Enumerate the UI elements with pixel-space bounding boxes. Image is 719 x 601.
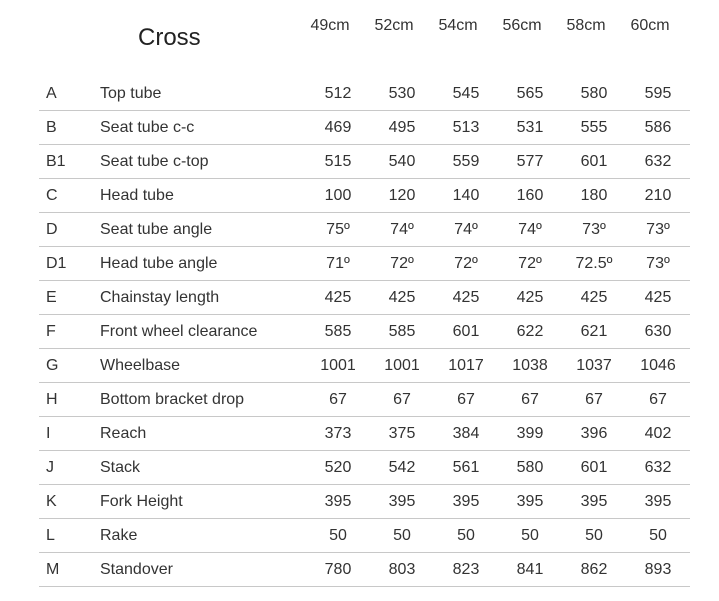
- row-value-52cm: 425: [370, 281, 434, 315]
- size-header-56: 56cm: [502, 17, 542, 34]
- row-value-52cm: 120: [370, 179, 434, 213]
- row-value-58cm: 580: [562, 77, 626, 111]
- row-code: A: [39, 77, 100, 111]
- row-value-52cm: 530: [370, 77, 434, 111]
- row-value-54cm: 513: [434, 111, 498, 145]
- row-value-54cm: 384: [434, 417, 498, 451]
- row-value-49cm: 75º: [306, 213, 370, 247]
- row-value-60cm: 632: [626, 451, 690, 485]
- row-value-58cm: 72.5º: [562, 247, 626, 281]
- row-value-58cm: 67: [562, 383, 626, 417]
- row-value-49cm: 100: [306, 179, 370, 213]
- row-value-54cm: 823: [434, 553, 498, 587]
- row-value-58cm: 180: [562, 179, 626, 213]
- row-code: K: [39, 485, 100, 519]
- table-row: [39, 553, 690, 587]
- row-value-58cm: 621: [562, 315, 626, 349]
- row-measurement-name: Reach: [100, 417, 306, 451]
- row-value-58cm: 73º: [562, 213, 626, 247]
- size-header-54: 54cm: [438, 17, 478, 34]
- row-value-54cm: 545: [434, 77, 498, 111]
- row-value-58cm: 601: [562, 145, 626, 179]
- row-value-54cm: 425: [434, 281, 498, 315]
- row-measurement-name: Top tube: [100, 77, 306, 111]
- row-measurement-name: Wheelbase: [100, 349, 306, 383]
- row-value-60cm: 425: [626, 281, 690, 315]
- row-value-58cm: 555: [562, 111, 626, 145]
- row-value-60cm: 1046: [626, 349, 690, 383]
- table-row: [39, 519, 690, 553]
- row-value-56cm: 399: [498, 417, 562, 451]
- row-value-58cm: 601: [562, 451, 626, 485]
- row-value-52cm: 74º: [370, 213, 434, 247]
- row-value-60cm: 893: [626, 553, 690, 587]
- row-measurement-name: Seat tube c-top: [100, 145, 306, 179]
- row-measurement-name: Seat tube c-c: [100, 111, 306, 145]
- row-value-52cm: 72º: [370, 247, 434, 281]
- row-value-54cm: 67: [434, 383, 498, 417]
- row-value-54cm: 74º: [434, 213, 498, 247]
- row-value-56cm: 577: [498, 145, 562, 179]
- size-header-60: 60cm: [630, 17, 670, 34]
- row-value-58cm: 395: [562, 485, 626, 519]
- row-value-52cm: 585: [370, 315, 434, 349]
- row-code: E: [39, 281, 100, 315]
- row-value-56cm: 395: [498, 485, 562, 519]
- row-value-56cm: 425: [498, 281, 562, 315]
- row-value-60cm: 73º: [626, 247, 690, 281]
- table-row: [39, 417, 690, 451]
- row-code: L: [39, 519, 100, 553]
- row-measurement-name: Head tube angle: [100, 247, 306, 281]
- table-row: [39, 213, 690, 247]
- row-code: J: [39, 451, 100, 485]
- row-value-49cm: 50: [306, 519, 370, 553]
- table-row: [39, 451, 690, 485]
- row-value-58cm: 862: [562, 553, 626, 587]
- size-header-58: 58cm: [566, 17, 606, 34]
- row-value-54cm: 395: [434, 485, 498, 519]
- geometry-table: [39, 77, 690, 587]
- row-value-56cm: 67: [498, 383, 562, 417]
- table-row: [39, 111, 690, 145]
- row-code: B1: [39, 145, 100, 179]
- geometry-table-body: [39, 77, 690, 587]
- row-code: M: [39, 553, 100, 587]
- row-value-52cm: 542: [370, 451, 434, 485]
- row-value-56cm: 50: [498, 519, 562, 553]
- size-header-49: 49cm: [310, 17, 350, 34]
- row-value-49cm: 373: [306, 417, 370, 451]
- row-value-52cm: 540: [370, 145, 434, 179]
- row-code: I: [39, 417, 100, 451]
- row-value-56cm: 565: [498, 77, 562, 111]
- row-value-54cm: 72º: [434, 247, 498, 281]
- row-value-60cm: 402: [626, 417, 690, 451]
- row-code: B: [39, 111, 100, 145]
- row-value-52cm: 50: [370, 519, 434, 553]
- row-value-52cm: 67: [370, 383, 434, 417]
- row-code: D: [39, 213, 100, 247]
- row-measurement-name: Front wheel clearance: [100, 315, 306, 349]
- table-row: [39, 315, 690, 349]
- row-value-60cm: 595: [626, 77, 690, 111]
- row-value-54cm: 601: [434, 315, 498, 349]
- table-title: Cross: [138, 24, 201, 51]
- row-value-56cm: 580: [498, 451, 562, 485]
- row-value-49cm: 780: [306, 553, 370, 587]
- row-value-60cm: 586: [626, 111, 690, 145]
- row-measurement-name: Stack: [100, 451, 306, 485]
- row-value-58cm: 425: [562, 281, 626, 315]
- row-value-49cm: 71º: [306, 247, 370, 281]
- row-measurement-name: Bottom bracket drop: [100, 383, 306, 417]
- row-value-49cm: 515: [306, 145, 370, 179]
- row-measurement-name: Rake: [100, 519, 306, 553]
- table-row: [39, 145, 690, 179]
- table-row: [39, 383, 690, 417]
- row-value-52cm: 375: [370, 417, 434, 451]
- row-value-60cm: 632: [626, 145, 690, 179]
- row-value-58cm: 1037: [562, 349, 626, 383]
- row-value-56cm: 1038: [498, 349, 562, 383]
- table-row: [39, 179, 690, 213]
- row-measurement-name: Head tube: [100, 179, 306, 213]
- row-measurement-name: Seat tube angle: [100, 213, 306, 247]
- row-value-60cm: 73º: [626, 213, 690, 247]
- row-value-56cm: 72º: [498, 247, 562, 281]
- row-value-60cm: 395: [626, 485, 690, 519]
- row-code: F: [39, 315, 100, 349]
- row-value-52cm: 1001: [370, 349, 434, 383]
- row-measurement-name: Chainstay length: [100, 281, 306, 315]
- row-value-49cm: 395: [306, 485, 370, 519]
- row-value-60cm: 67: [626, 383, 690, 417]
- row-measurement-name: Standover: [100, 553, 306, 587]
- row-value-49cm: 585: [306, 315, 370, 349]
- row-code: G: [39, 349, 100, 383]
- row-value-60cm: 630: [626, 315, 690, 349]
- row-value-49cm: 1001: [306, 349, 370, 383]
- row-value-56cm: 160: [498, 179, 562, 213]
- table-row: [39, 281, 690, 315]
- row-value-54cm: 1017: [434, 349, 498, 383]
- table-row: [39, 349, 690, 383]
- row-code: D1: [39, 247, 100, 281]
- row-value-58cm: 396: [562, 417, 626, 451]
- row-value-49cm: 67: [306, 383, 370, 417]
- table-row: [39, 77, 690, 111]
- row-value-56cm: 622: [498, 315, 562, 349]
- row-value-60cm: 210: [626, 179, 690, 213]
- row-value-58cm: 50: [562, 519, 626, 553]
- row-value-54cm: 140: [434, 179, 498, 213]
- row-value-56cm: 74º: [498, 213, 562, 247]
- row-value-49cm: 469: [306, 111, 370, 145]
- table-row: [39, 485, 690, 519]
- row-code: H: [39, 383, 100, 417]
- size-header-52: 52cm: [374, 17, 414, 34]
- row-value-56cm: 531: [498, 111, 562, 145]
- row-measurement-name: Fork Height: [100, 485, 306, 519]
- row-value-52cm: 395: [370, 485, 434, 519]
- table-row: [39, 247, 690, 281]
- row-value-52cm: 495: [370, 111, 434, 145]
- row-value-49cm: 520: [306, 451, 370, 485]
- row-value-54cm: 561: [434, 451, 498, 485]
- row-code: C: [39, 179, 100, 213]
- row-value-56cm: 841: [498, 553, 562, 587]
- row-value-49cm: 512: [306, 77, 370, 111]
- row-value-54cm: 559: [434, 145, 498, 179]
- row-value-49cm: 425: [306, 281, 370, 315]
- row-value-54cm: 50: [434, 519, 498, 553]
- row-value-60cm: 50: [626, 519, 690, 553]
- row-value-52cm: 803: [370, 553, 434, 587]
